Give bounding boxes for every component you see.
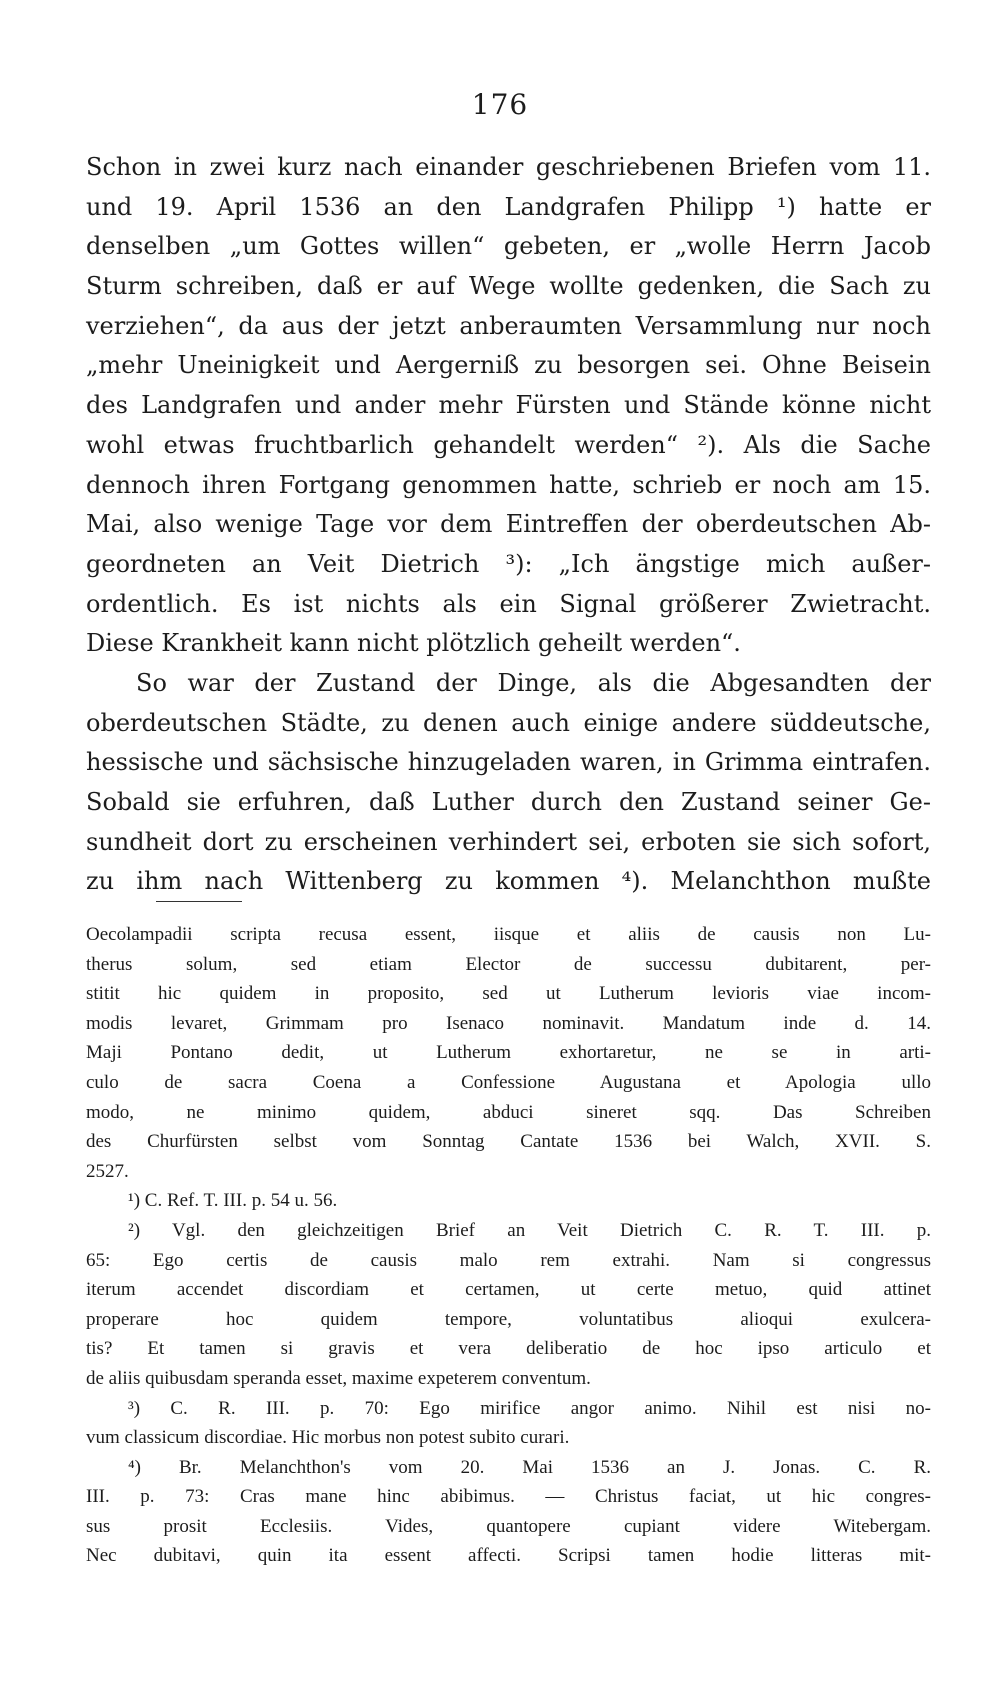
footnote-line: 2527. bbox=[86, 1160, 129, 1182]
footnote-line: ⁴) Br. Melanchthon's vom 20. Mai 1536 an J. Jonas. C. R. bbox=[128, 1456, 931, 1478]
body-line: ordentlich. Es ist nichts als ein Signal größerer Zwietracht. bbox=[86, 589, 931, 618]
footnote-divider bbox=[156, 901, 242, 902]
footnote-line: therus solum, sed etiam Elector de successu dubitarent, per- bbox=[86, 953, 931, 975]
footnote-line: vum classicum discordiae. Hic morbus non potest subito curari. bbox=[86, 1427, 570, 1449]
body-line: oberdeutschen Städte, zu denen auch einige andere süddeutsche, bbox=[86, 708, 931, 737]
body-line: dennoch ihren Fortgang genommen hatte, schrieb er noch am 15. bbox=[86, 470, 931, 499]
page-number: 176 bbox=[471, 88, 529, 121]
footnote-line: Maji Pontano dedit, ut Lutherum exhortaretur, ne se in arti- bbox=[86, 1042, 931, 1064]
footnote-line: III. p. 73: Cras mane hinc abibimus. — Christus faciat, ut hic congres- bbox=[86, 1486, 931, 1508]
body-line: zu ihm nach Wittenberg zu kommen ⁴). Melanchthon mußte bbox=[86, 867, 931, 896]
body-line: verziehen“, da aus der jetzt anberaumten Versammlung nur noch bbox=[86, 311, 931, 340]
body-line: sundheit dort zu erscheinen verhindert sei, erboten sie sich sofort, bbox=[86, 827, 931, 856]
body-line: So war der Zustand der Dinge, als die Abgesandten der bbox=[136, 668, 931, 697]
footnote-line: Nec dubitavi, quin ita essent affecti. Scripsi tamen hodie litteras mit- bbox=[86, 1545, 931, 1567]
body-line: Sturm schreiben, daß er auf Wege wollte gedenken, die Sach zu bbox=[86, 272, 931, 301]
body-line: „mehr Uneinigkeit und Aergerniß zu besorgen sei. Ohne Beisein bbox=[86, 351, 931, 380]
body-line: geordneten an Veit Dietrich ³): „Ich ängstige mich außer- bbox=[86, 549, 931, 578]
body-line: des Landgrafen und ander mehr Fürsten und Stände könne nicht bbox=[86, 391, 931, 420]
footnote-line: Oecolampadii scripta recusa essent, iisque et aliis de causis non Lu- bbox=[86, 924, 931, 945]
footnote-line: ³) C. R. III. p. 70: Ego mirifice angor animo. Nihil est nisi no- bbox=[128, 1397, 931, 1419]
footnote-line: stitit hic quidem in proposito, sed ut Lutherum levioris viae incom- bbox=[86, 983, 931, 1005]
body-line: und 19. April 1536 an den Landgrafen Philipp ¹) hatte er bbox=[86, 192, 931, 221]
footnote-line: modis levaret, Grimmam pro Isenaco nominavit. Mandatum inde d. 14. bbox=[86, 1012, 931, 1034]
footnote-line: properare hoc quidem tempore, voluntatibus alioqui exulcera- bbox=[86, 1308, 931, 1330]
body-line: hessische und sächsische hinzugeladen waren, in Grimma eintrafen. bbox=[86, 748, 931, 777]
footnote-line: de aliis quibusdam speranda esset, maxime expeterem conventum. bbox=[86, 1367, 591, 1389]
body-line: Diese Krankheit kann nicht plötzlich geheilt werden“. bbox=[86, 629, 741, 658]
footnotes bbox=[86, 920, 931, 1571]
footnote-line: ²) Vgl. den gleichzeitigen Brief an Veit Dietrich C. R. T. III. p. bbox=[128, 1219, 931, 1241]
body-line: denselben „um Gottes willen“ gebeten, er „wolle Herrn Jacob bbox=[86, 232, 931, 261]
footnote-line: sus prosit Ecclesiis. Vides, quantopere cupiant videre Witebergam. bbox=[86, 1515, 931, 1537]
footnote-line: modo, ne minimo quidem, abduci sineret sqq. Das Schreiben bbox=[86, 1101, 931, 1123]
body-line: Sobald sie erfuhren, daß Luther durch den Zustand seiner Ge- bbox=[86, 788, 931, 816]
body-line: Mai, also wenige Tage vor dem Eintreffen der oberdeutschen Ab- bbox=[86, 510, 931, 539]
footnote-line: des Churfürsten selbst vom Sonntag Cantate 1536 bei Walch, XVII. S. bbox=[86, 1131, 931, 1153]
body-line: wohl etwas fruchtbarlich gehandelt werden“ ²). Als die Sache bbox=[86, 430, 931, 459]
footnote-line: iterum accendet discordiam et certamen, ut certe metuo, quid attinet bbox=[86, 1279, 931, 1301]
footnote-line: culo de sacra Coena a Confessione Augustana et Apologia ullo bbox=[86, 1071, 931, 1093]
footnote-line: tis? Et tamen si gravis et vera deliberatio de hoc ipso articulo et bbox=[86, 1338, 931, 1360]
footnote-line: ¹) C. Ref. T. III. p. 54 u. 56. bbox=[128, 1190, 338, 1212]
footnote-line: 65: Ego certis de causis malo rem extrahi. Nam si congressus bbox=[86, 1249, 931, 1271]
body-line: Schon in zwei kurz nach einander geschriebenen Briefen vom 11. bbox=[86, 153, 931, 181]
main-text bbox=[86, 148, 931, 902]
